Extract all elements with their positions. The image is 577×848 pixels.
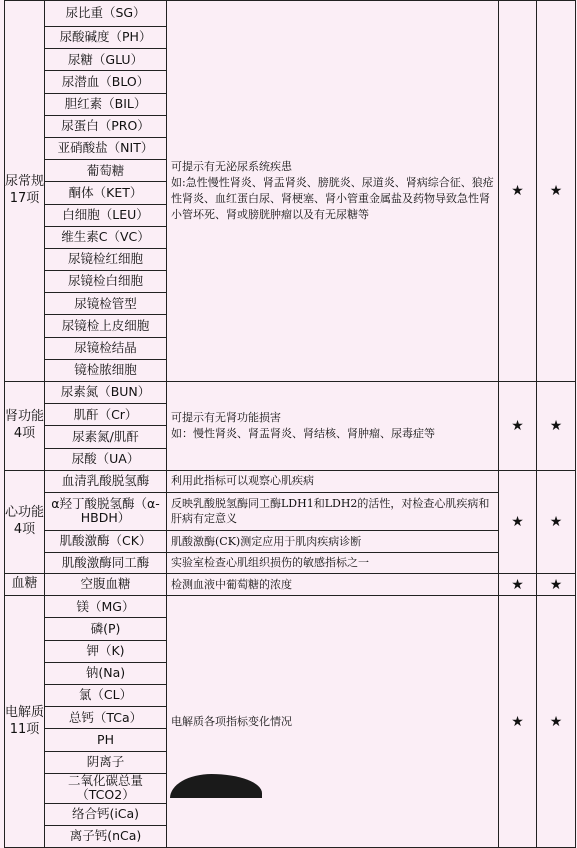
item-cell: 尿镜检上皮细胞 [45, 315, 167, 337]
item-cell: 磷(P) [45, 618, 167, 640]
item-cell: α羟丁酸脱氢酶（α-HBDH） [45, 492, 167, 530]
item-cell: PH [45, 729, 167, 751]
item-cell: 尿糖（GLU） [45, 49, 167, 71]
star-mark: ★ [537, 574, 576, 596]
table-row [5, 492, 576, 530]
item-cell: 尿素氮（BUN） [45, 382, 167, 404]
item-cell: 尿镜检结晶 [45, 337, 167, 359]
description-cell: 反映乳酸脱氢酶同工酶LDH1和LDH2的活性，对检查心肌疾病和肝病有定意义 [167, 492, 499, 530]
checkup-items-table [4, 0, 576, 848]
item-cell: 葡萄糖 [45, 160, 167, 182]
item-cell: 络合钙(iCa) [45, 803, 167, 825]
item-cell: 尿酸碱度（PH） [45, 27, 167, 49]
star-mark: ★ [537, 1, 576, 382]
item-cell: 钾（K) [45, 640, 167, 662]
category-cell: 肾功能4项 [5, 382, 45, 471]
table-row [5, 1, 576, 27]
category-cell: 尿常规17项 [5, 1, 45, 382]
table-row [5, 382, 576, 404]
item-cell: 尿蛋白（PRO） [45, 115, 167, 137]
item-cell: 钠(Na) [45, 662, 167, 684]
table-row [5, 530, 576, 552]
category-cell: 血糖 [5, 574, 45, 596]
item-cell: 白细胞（LEU） [45, 204, 167, 226]
description-cell: 可提示有无泌尿系统疾患 如:急性慢性肾炎、肾盂肾炎、膀胱炎、尿道炎、肾病综合征、狼疮性肾炎、血红蛋白尿、肾梗塞、肾小管重金属盐及药物导致急性肾小管坏死、肾或膀胱肿瘤以及有无尿糖等 [167, 1, 499, 382]
item-cell: 尿酸（UA） [45, 448, 167, 470]
star-mark: ★ [537, 382, 576, 471]
item-cell: 尿镜检白细胞 [45, 271, 167, 293]
star-mark: ★ [499, 596, 537, 848]
item-cell: 肌酐（Cr） [45, 404, 167, 426]
item-cell: 尿素氮/肌酐 [45, 426, 167, 448]
item-cell: 阴离子 [45, 751, 167, 773]
item-cell: 维生素C（VC） [45, 226, 167, 248]
item-cell: 亚硝酸盐（NIT） [45, 137, 167, 159]
table-row [5, 574, 576, 596]
item-cell: 尿比重（SG） [45, 1, 167, 27]
item-cell: 肌酸激酶（CK） [45, 530, 167, 552]
star-mark: ★ [537, 470, 576, 573]
category-cell: 心功能4项 [5, 470, 45, 573]
category-cell: 电解质11项 [5, 596, 45, 848]
item-cell: 肌酸激酶同工酶 [45, 553, 167, 574]
star-mark: ★ [499, 470, 537, 573]
item-cell: 氯（CL） [45, 685, 167, 707]
table-row [5, 596, 576, 618]
item-cell: 尿潜血（BLO） [45, 71, 167, 93]
description-cell: 可提示有无肾功能损害 如：慢性肾炎、肾盂肾炎、肾结核、肾肿瘤、尿毒症等 [167, 382, 499, 471]
item-cell: 总钙（TCa） [45, 707, 167, 729]
item-cell: 镜检脓细胞 [45, 359, 167, 381]
item-cell: 尿镜检管型 [45, 293, 167, 315]
item-cell: 血清乳酸脱氢酶 [45, 470, 167, 492]
description-cell: 实验室检查心肌组织损伤的敏感指标之一 [167, 553, 499, 574]
star-mark: ★ [499, 382, 537, 471]
item-cell: 离子钙(nCa) [45, 825, 167, 847]
table-row [5, 470, 576, 492]
item-cell: 胆红素（BIL） [45, 93, 167, 115]
description-cell: 检测血液中葡萄糖的浓度 [167, 574, 499, 596]
description-cell: 电解质各项指标变化情况 [167, 596, 499, 848]
description-cell: 利用此指标可以观察心肌疾病 [167, 470, 499, 492]
description-cell: 肌酸激酶(CK)测定应用于肌肉疾病诊断 [167, 530, 499, 552]
star-mark: ★ [499, 1, 537, 382]
item-cell: 镁（MG） [45, 596, 167, 618]
item-cell: 二氧化碳总量（TCO2） [45, 773, 167, 803]
star-mark: ★ [499, 574, 537, 596]
item-cell: 酮体（KET） [45, 182, 167, 204]
table-row [5, 553, 576, 574]
star-mark: ★ [537, 596, 576, 848]
item-cell: 空腹血糖 [45, 574, 167, 596]
item-cell: 尿镜检红细胞 [45, 248, 167, 270]
